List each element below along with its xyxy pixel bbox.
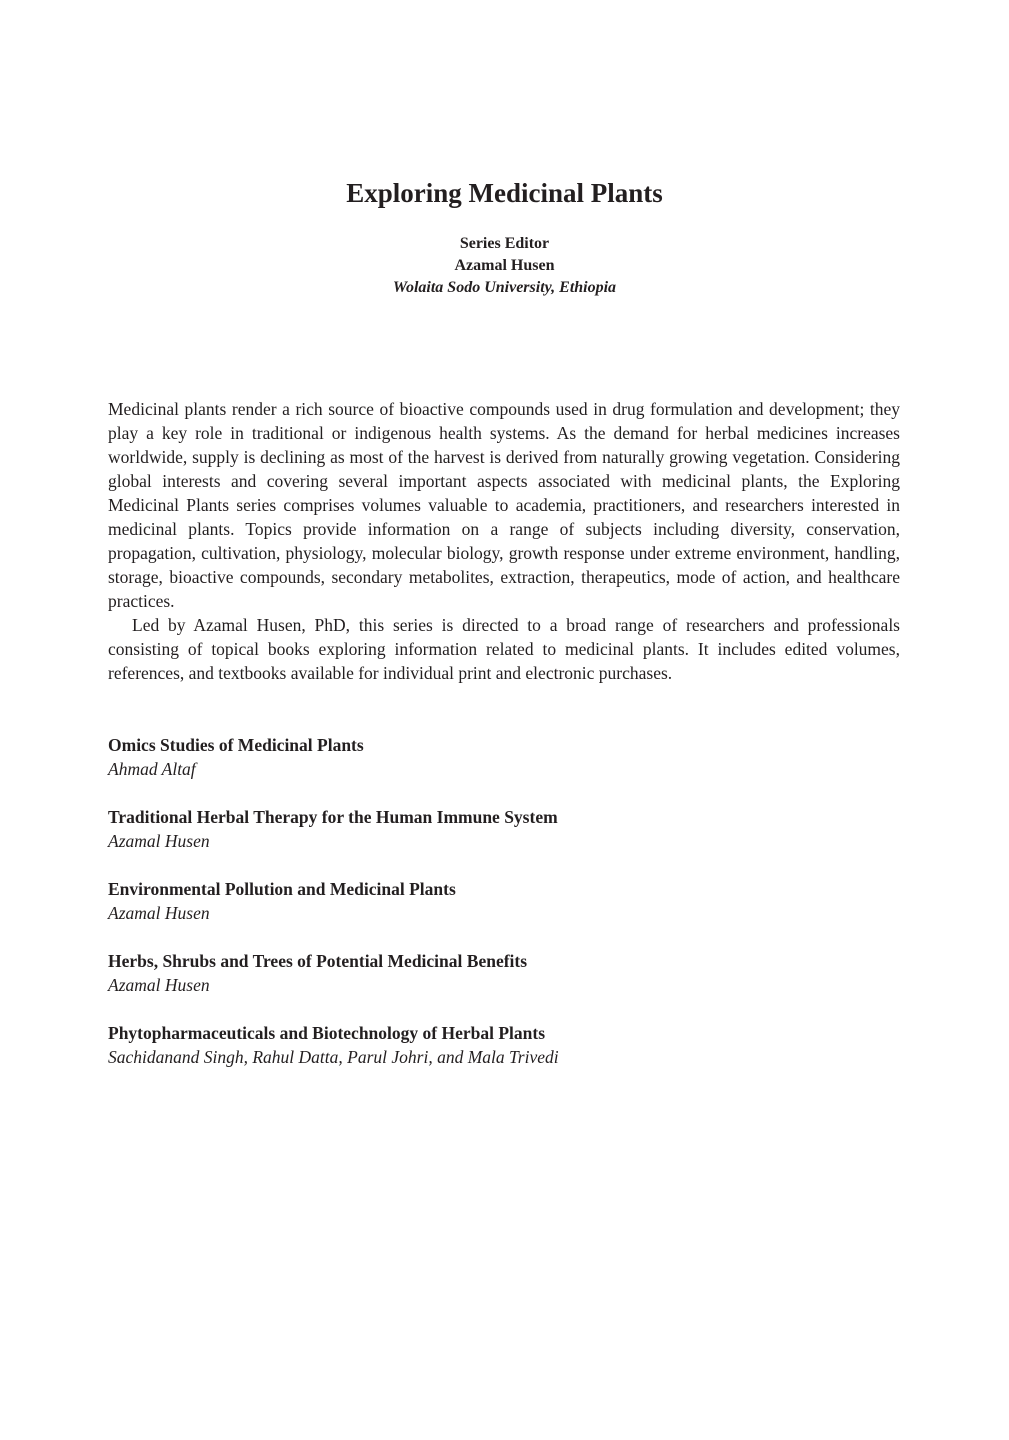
description-paragraph-2: Led by Azamal Husen, PhD, this series is directed to a broad range of researchers and professionals consisting of topical books exploring information related to medicinal plants. It includes edited volumes, references, and textbooks available for individual print and electronic purchases. xyxy=(108,615,900,683)
book-item xyxy=(108,877,900,925)
book-title: Omics Studies of Medicinal Plants xyxy=(108,735,364,755)
book-list xyxy=(108,733,900,1093)
series-editor-label: Series Editor xyxy=(459,235,550,252)
description-paragraph-1: Medicinal plants render a rich source of bioactive compounds used in drug formulation and development; they play a key role in traditional or indigenous health systems. As the demand for herbal medicines increases worldwide, supply is declining as most of the harvest is derived from naturally growing vegetation. Considering global interests and covering several important aspects associated with medicinal plants, the Exploring Medicinal Plants series comprises volumes valuable to academia, practitioners, and researchers interested in medicinal plants. Topics provide information on a range of subjects including diversity, conservation, propagation, cultivation, physiology, molecular biology, growth response under extreme environment, handling, storage, bioactive compounds, secondary metabolites, extraction, therapeutics, mode of action, and healthcare practices. xyxy=(108,399,900,611)
book-title: Environmental Pollution and Medicinal Plants xyxy=(108,879,456,899)
series-editor-affiliation: Wolaita Sodo University, Ethiopia xyxy=(392,279,617,296)
series-editor-name: Azamal Husen xyxy=(454,257,555,274)
series-editor-block xyxy=(0,233,1009,299)
book-item xyxy=(108,949,900,997)
book-author: Ahmad Altaf xyxy=(108,759,196,779)
book-author: Azamal Husen xyxy=(108,975,210,995)
book-author: Azamal Husen xyxy=(108,831,210,851)
book-item xyxy=(108,733,900,781)
book-title: Phytopharmaceuticals and Biotechnology of Herbal Plants xyxy=(108,1023,546,1043)
book-author: Sachidanand Singh, Rahul Datta, Parul Johri, and Mala Trivedi xyxy=(108,1047,559,1067)
book-title: Traditional Herbal Therapy for the Human Immune System xyxy=(108,807,558,827)
book-item xyxy=(108,1021,900,1069)
series-title: Exploring Medicinal Plants xyxy=(346,178,663,208)
book-item xyxy=(108,805,900,853)
series-description xyxy=(108,397,900,685)
book-title: Herbs, Shrubs and Trees of Potential Medicinal Benefits xyxy=(108,951,528,971)
book-author: Azamal Husen xyxy=(108,903,210,923)
